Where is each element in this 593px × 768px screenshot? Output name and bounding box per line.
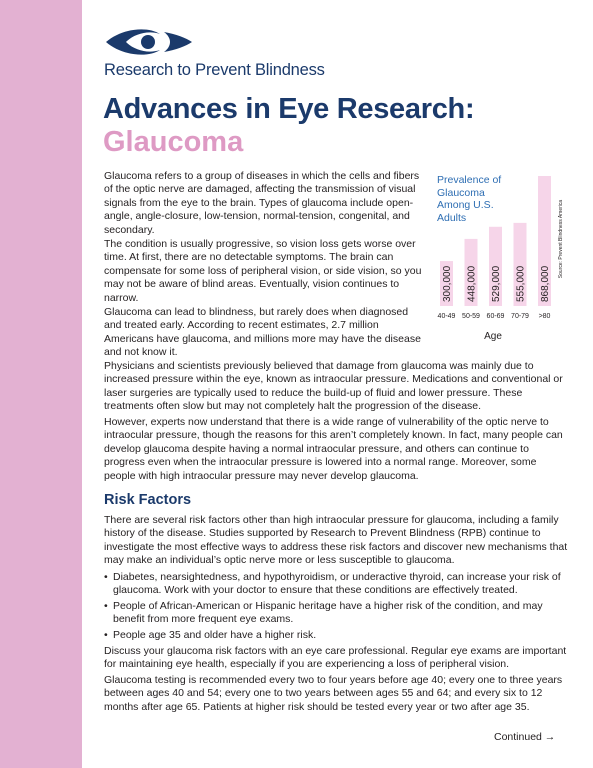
bullet-marker: • (104, 600, 108, 612)
chart-tick-label: 70-79 (511, 313, 529, 320)
prevalence-chart (430, 170, 560, 350)
testing-paragraph: Glaucoma testing is recommended every two to four years before age 40; every one to three years between ages 40 and 54; every one to two years between ages 55 and 64; and every six to 12 months after age 65. Patients at higher risk should be tested every year or two after age 35. (104, 674, 563, 713)
page-title: Advances in Eye Research: (103, 93, 475, 125)
bullet-marker: • (104, 571, 108, 583)
rpb-eye-logo-icon (104, 26, 194, 58)
vulnerability-paragraph: However, experts now understand that there is a wide range of vulnerability of the optic nerve to intraocular pressure, though the reasons for this aren’t completely known. In fact, many people can develop glaucoma despite having a normal intraocular pressure, and others can continue to progress even when the intraocular pressure is lowered into a normal range. Moreover, some people with high intraocular pressure may never develop glaucoma. (104, 416, 563, 482)
chart-tick-label: 60-69 (486, 313, 505, 320)
chart-data-label: 300,000 (442, 265, 453, 302)
chart-data-label: 868,000 (540, 265, 551, 302)
chart-data-label: 529,000 (491, 265, 502, 302)
chart-data-label: 555,000 (515, 265, 527, 302)
chart-data-label: 448,000 (466, 265, 478, 302)
risk-factors-heading: Risk Factors (104, 492, 192, 508)
exam-paragraph: Discuss your glaucoma risk factors with an eye care professional. Regular eye exams are important for maintaining eye health, especially if you are experiencing a loss of peripheral vision. (104, 645, 567, 671)
chart-source (556, 176, 566, 306)
list-item (104, 600, 564, 627)
list-item (104, 571, 564, 598)
list-item-text: People age 35 and older have a higher risk. (113, 629, 317, 641)
list-item (104, 629, 564, 642)
chart-tick-label: 40-49 (437, 313, 456, 320)
blindness-paragraph: Glaucoma can lead to blindness, but rarely does when diagnosed and treated early. According to recent estimates, 2.7 million Americans have glaucoma, and millions more may have the disease and not know it. (104, 306, 421, 359)
intro-paragraph: Glaucoma refers to a group of diseases in which the cells and fibers of the optic nerve are damaged, affecting the transmission of visual signals from the eye to the brain. Types of glaucoma include open-angle, angle-closure, low-tension, normal-tension, congenital, and secondary. (104, 170, 420, 236)
chart-tick-label: >80 (538, 313, 551, 320)
page-subtitle: Glaucoma (103, 126, 244, 158)
org-logo (104, 26, 325, 86)
list-item-text: Diabetes, nearsightedness, and hypothyroidism, or underactive thyroid, can increase your risk of glaucoma. Work with your doctor to ensure that these conditions are effectively treated. (113, 571, 561, 597)
bullet-marker: • (104, 629, 108, 641)
org-name: Research to Prevent Blindness (104, 61, 325, 79)
decorative-sidebar (0, 0, 82, 768)
progression-paragraph: The condition is usually progressive, so vision loss gets worse over time. At first, there are no detectable symptoms. The brain can compensate for some loss of peripheral vision, or side vision, so you may not be aware of blind areas. Eventually, vision continues to narrow. (104, 238, 422, 304)
chart-x-axis-label: Age (484, 331, 502, 342)
continued-link[interactable]: Continued → (494, 731, 556, 743)
chart-source-text: Source: Prevent Blindness America (558, 199, 564, 279)
list-item-text: People of African-American or Hispanic heritage have a higher risk of the condition, and may benefit from more frequent eye exams. (113, 600, 543, 626)
chart-tick-label: 50-59 (462, 313, 480, 320)
pressure-paragraph: Physicians and scientists previously believed that damage from glaucoma was mainly due to increased pressure within the eye, known as intraocular pressure. Medications and conventional or laser surgeries are typically used to reduce the build-up of fluid and lower pressure. These treatments often slow but may not completely halt the progression of the disease. (104, 360, 563, 413)
risk-intro-paragraph: There are several risk factors other than high intraocular pressure for glaucoma, including a family history of the disease. Studies supported by Research to Prevent Blindness (RPB) continue to investigate the most effective ways to address these risk factors and discover new mechanisms that may make an individual’s optic nerve more or less susceptible to glaucoma. (104, 514, 568, 567)
chart-title: Prevalence of Glaucoma Among U.S. Adults (437, 174, 502, 224)
